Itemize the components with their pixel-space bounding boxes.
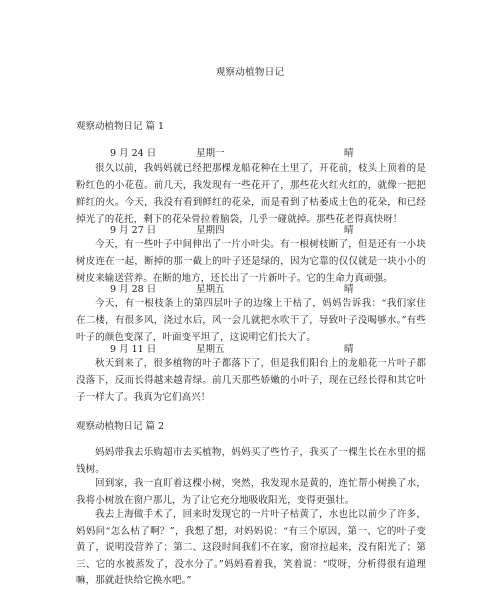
entry-date: 9 月 11 日 [110, 344, 157, 355]
entry-weekday: 星期四 [196, 225, 225, 236]
entry-weather: 晴 [344, 344, 354, 355]
entry-weekday: 星期五 [196, 284, 225, 295]
entry-date: 9 月 28 日 [110, 284, 157, 295]
entry-weather: 晴 [344, 284, 354, 295]
page-title: 观察动植物日记 [215, 67, 285, 78]
entry-text: 秋天到来了，很多植物的叶子都落下了，但是我们阳台上的龙船花一片叶子都没落下，反而长得越来越青绿。前几天那些娇嫩的小叶子，现在已经长得和其它叶子一样大了。我真为它们高兴！ [76, 358, 426, 403]
entry-date-line [76, 145, 426, 159]
paragraph: 我去上海做手术了，回来时发现它的一片叶子枯黄了，水也比以前少了许多，妈妈问“怎么枯了啊？”，我想了想，对妈妈说：“有三个原因，第一、它的叶子变黄了，说明没营养了；第二、这段时间我们不在家，窗帘拉起来，没有阳光了；第三、它的水被蒸发了，没水分了。”妈妈看着我，笑着说：“哎呀，分析得很有道理嘛，那就赶快给它换水吧。” [76, 509, 426, 586]
entry-date: 9 月 27 日 [110, 225, 157, 236]
entry-weather: 晴 [344, 225, 354, 236]
entry-text: 很久以前，我妈妈就已经把那棵龙船花种在土里了，开花前，枝头上顶着的是粉红色的小花苞。前几天，我发现有一些花开了，那些花火红火红的，就像一把把鲜红的火。今天，我没有看到鲜红的花朵，而是看到了枯萎成土色的花朵，和已经掉光了的花托，剩下的花朵骨拉着脑袋，几乎一碰就掉。那些花老得真快呀！ [76, 163, 426, 225]
entry-weekday: 星期一 [196, 148, 225, 159]
entry-text: 今天，有一根枝条上的第四层叶子的边缘上干枯了，妈妈告诉我：“我们家住在二楼，有很多风，浇过水后，风一会儿就把水吹干了，导致叶子没喝够水。”有些叶子的颜色变深了，叶面变平坦了，这说明它们长大了。 [76, 298, 426, 343]
paragraph: 妈妈带我去乐购超市去买植物，妈妈买了些竹子，我买了一棵生长在水里的摇钱树。 [76, 447, 426, 475]
entry-date-line [76, 222, 426, 236]
entry-weekday: 星期五 [196, 344, 225, 355]
entry-date-line [76, 281, 426, 295]
entry-weather: 晴 [344, 148, 354, 159]
section-heading-2: 观察动植物日记 篇 2 [76, 421, 165, 432]
entry-date: 9 月 24 日 [110, 148, 157, 159]
entry-date-line [76, 341, 426, 355]
entry-text: 今天，有一些叶子中间伸出了一片小叶尖。有一根树枝断了，但是还有一小块树皮连在一起，断掉的那一截上的叶子还是绿的，因为它靠的仅仅就是一块小小的树皮来输送营养。在断的地方，还长出了一片新叶子。它的生命力真顽强。 [76, 239, 426, 284]
section-heading-1: 观察动植物日记 篇 1 [76, 121, 165, 132]
paragraph: 回到家，我一直盯着这棵小树，突然，我发现水是黄的，连忙帮小树换了水，我将小树放在窗户那儿，为了让它充分地吸收阳光，变得更强壮。 [76, 478, 426, 506]
